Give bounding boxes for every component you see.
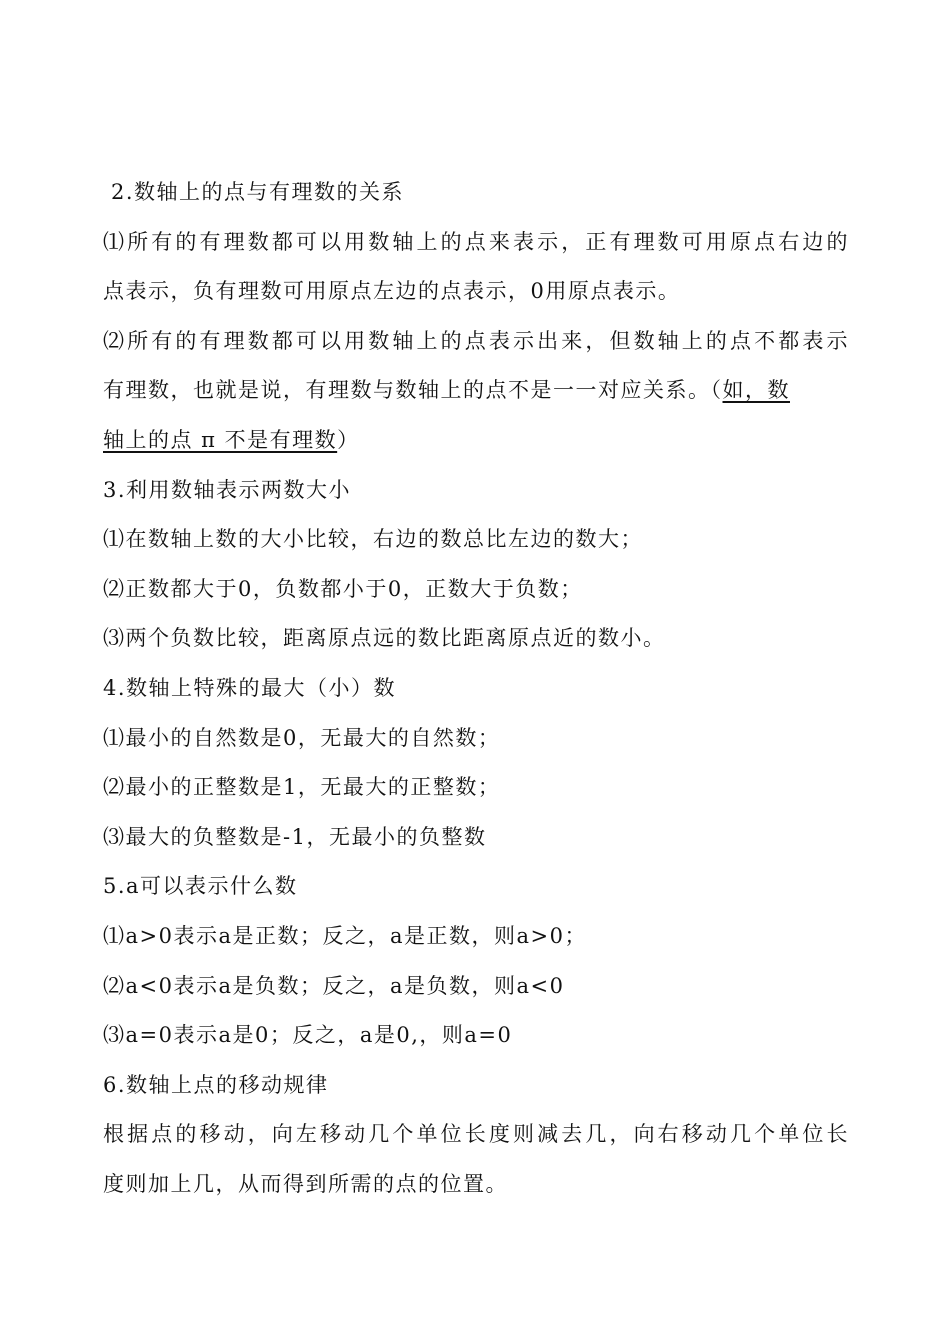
section-6-heading: 6.数轴上点的移动规律 xyxy=(103,1072,329,1097)
section-3-item-3: ⑶两个负数比较，距离原点远的数比距离原点近的数小。 xyxy=(103,626,666,651)
section-2-paragraph-1-line-2: 点表示，负有理数可用原点左边的点表示，0用原点表示。 xyxy=(103,279,681,304)
section-4-item-2: ⑵最小的正整数是1，无最大的正整数； xyxy=(103,775,501,800)
section-2-paragraph-2-line-1: ⑵所有的有理数都可以用数轴上的点表示出来，但数轴上的点不都表示 xyxy=(103,328,849,353)
section-4-heading: 4.数轴上特殊的最大（小）数 xyxy=(103,675,397,700)
section-6-paragraph-line-1: 根据点的移动，向左移动几个单位长度则减去几，向右移动几个单位长 xyxy=(103,1122,849,1147)
section-5-item-1: ⑴a>0表示a是正数；反之，a是正数，则a>0； xyxy=(103,923,587,948)
section-2-paragraph-2-line-3 xyxy=(103,416,849,466)
section-5-item-3: ⑶a=0表示a是0；反之，a是0,，则a=0 xyxy=(103,1023,513,1048)
section-5-heading: 5.a可以表示什么数 xyxy=(103,874,298,899)
section-5-item-2: ⑵a<0表示a是负数；反之，a是负数，则a<0 xyxy=(103,973,565,998)
closing-parenthesis: ） xyxy=(337,427,360,452)
section-6-paragraph-line-2: 度则加上几，从而得到所需的点的位置。 xyxy=(103,1171,508,1196)
section-3-heading: 3.利用数轴表示两数大小 xyxy=(103,477,352,502)
paragraph-text: 有理数，也就是说，有理数与数轴上的点不是一一对应关系。（ xyxy=(103,378,723,403)
underlined-example-text: 如，数 xyxy=(722,378,790,403)
underlined-example-text: 轴上的点 π 不是有理数 xyxy=(103,427,338,452)
section-4-item-3: ⑶最大的负整数是-1，无最小的负整数 xyxy=(103,824,487,849)
section-2-paragraph-1-line-1: ⑴所有的有理数都可以用数轴上的点来表示，正有理数可用原点右边的 xyxy=(103,229,849,254)
section-2-heading: 2.数轴上的点与有理数的关系 xyxy=(111,180,405,204)
document-page xyxy=(103,168,849,1209)
section-2-paragraph-2-line-2 xyxy=(103,366,849,416)
section-4-item-1: ⑴最小的自然数是0，无最大的自然数； xyxy=(103,725,501,750)
section-3-item-1: ⑴在数轴上数的大小比较，右边的数总比左边的数大； xyxy=(103,527,643,552)
section-3-item-2: ⑵正数都大于0，负数都小于0，正数大于负数； xyxy=(103,576,583,601)
